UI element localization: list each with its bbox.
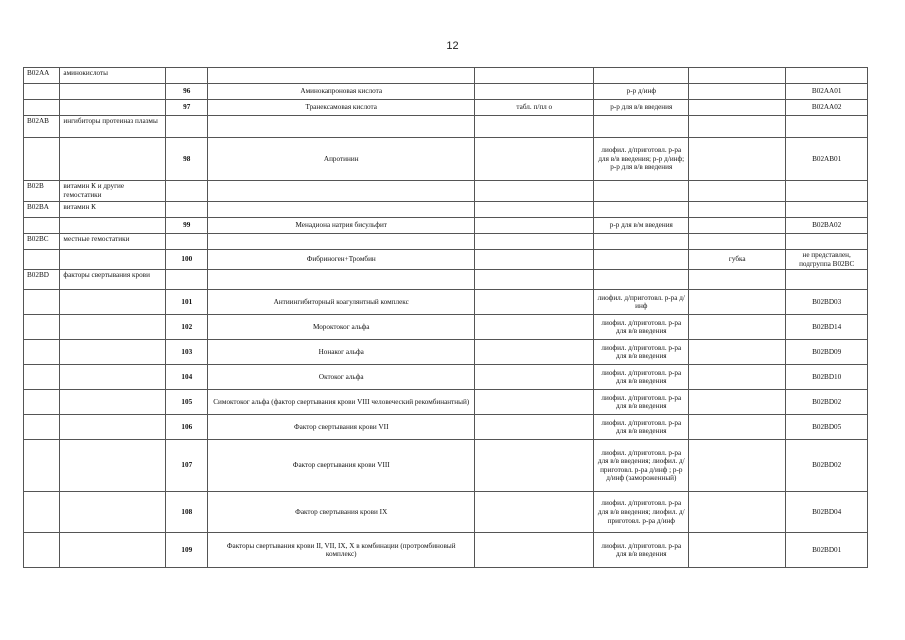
package-form-cell [475,270,594,290]
other-form-cell [689,100,786,116]
drug-name-cell [208,68,475,84]
table-row [24,440,868,492]
package-form-cell [475,138,594,181]
table-row [24,116,868,138]
dosage-form-cell [594,202,689,218]
package-form-cell [475,181,594,202]
dosage-form-cell: р-р д/инф [594,84,689,100]
group-name-cell [60,365,166,390]
group-name-cell: витамин К [60,202,166,218]
group-name-cell: аминокислоты [60,68,166,84]
atc-group-code-cell [24,100,60,116]
dosage-form-cell: лиофил. д/приготовл. р-ра для в/в введения [594,340,689,365]
row-number-cell: 99 [166,218,208,234]
other-form-cell [689,138,786,181]
drug-name-cell: Транексамовая кислота [208,100,475,116]
atc-group-code-cell: B02B [24,181,60,202]
table-body [24,68,868,568]
atc-group-code-cell [24,415,60,440]
group-name-cell [60,390,166,415]
row-number-cell: 109 [166,533,208,568]
drug-name-cell: Фактор свертывания крови VIII [208,440,475,492]
group-name-cell [60,492,166,533]
package-form-cell: табл. п/пл о [475,100,594,116]
other-form-cell [689,68,786,84]
other-form-cell [689,181,786,202]
other-form-cell [689,270,786,290]
package-form-cell [475,440,594,492]
group-name-cell [60,100,166,116]
table-row [24,415,868,440]
row-number-cell: 106 [166,415,208,440]
atc-code-cell [786,68,868,84]
drug-name-cell: Фибриноген+Тромбин [208,250,475,270]
other-form-cell [689,218,786,234]
row-number-cell: 98 [166,138,208,181]
atc-group-code-cell: B02AA [24,68,60,84]
other-form-cell [689,84,786,100]
dosage-form-cell: лиофил. д/приготовл. р-ра для в/в введения; лиофил. д/приготовл. р-ра д/инф [594,492,689,533]
atc-code-cell: B02BD04 [786,492,868,533]
atc-group-code-cell: B02BC [24,234,60,250]
atc-group-code-cell [24,84,60,100]
drug-table [23,67,868,568]
atc-code-cell: B02BD05 [786,415,868,440]
atc-group-code-cell [24,218,60,234]
atc-code-cell: B02AA02 [786,100,868,116]
table-row [24,218,868,234]
drug-name-cell: Октоког альфа [208,365,475,390]
row-number-cell [166,270,208,290]
dosage-form-cell: лиофил. д/приготовл. р-ра для в/в введения; лиофил. д/приготовл. р-ра д/инф ; р-р д/инф (замороженный) [594,440,689,492]
row-number-cell [166,234,208,250]
group-name-cell: витамин К и другие гемостатики [60,181,166,202]
package-form-cell [475,84,594,100]
other-form-cell [689,492,786,533]
dosage-form-cell [594,234,689,250]
group-name-cell: ингибиторы протеиназ плазмы [60,116,166,138]
dosage-form-cell: лиофил. д/приготовл. р-ра для в/в введения [594,533,689,568]
table-row [24,250,868,270]
package-form-cell [475,250,594,270]
drug-name-cell: Менадиона натрия бисульфит [208,218,475,234]
group-name-cell [60,218,166,234]
row-number-cell [166,202,208,218]
table-row [24,234,868,250]
atc-code-cell [786,116,868,138]
table-row [24,84,868,100]
atc-code-cell [786,270,868,290]
page-number: 12 [446,40,459,52]
atc-group-code-cell [24,290,60,315]
group-name-cell [60,533,166,568]
dosage-form-cell [594,68,689,84]
atc-code-cell: B02BD03 [786,290,868,315]
package-form-cell [475,68,594,84]
package-form-cell [475,202,594,218]
atc-code-cell [786,202,868,218]
dosage-form-cell: лиофил. д/приготовл. р-ра для в/в введения [594,390,689,415]
atc-code-cell: B02BD10 [786,365,868,390]
group-name-cell [60,290,166,315]
drug-name-cell: Нонаког альфа [208,340,475,365]
table-row [24,270,868,290]
atc-code-cell: не представлен, подгруппа B02BC [786,250,868,270]
row-number-cell: 101 [166,290,208,315]
package-form-cell [475,533,594,568]
dosage-form-cell [594,270,689,290]
table-row [24,390,868,415]
dosage-form-cell: лиофил. д/приготовл. р-ра для в/в введения; р-р д/инф; р-р для в/в введения [594,138,689,181]
table-row [24,202,868,218]
group-name-cell [60,138,166,181]
row-number-cell [166,116,208,138]
atc-code-cell: B02BD02 [786,390,868,415]
drug-name-cell: Факторы свертывания крови II, VII, IX, X в комбинации (протромбиновый комплекс) [208,533,475,568]
drug-name-cell: Фактор свертывания крови IX [208,492,475,533]
atc-code-cell: B02BD14 [786,315,868,340]
atc-group-code-cell [24,533,60,568]
package-form-cell [475,218,594,234]
row-number-cell: 102 [166,315,208,340]
package-form-cell [475,492,594,533]
group-name-cell [60,340,166,365]
other-form-cell [689,116,786,138]
atc-group-code-cell [24,340,60,365]
other-form-cell [689,234,786,250]
group-name-cell [60,415,166,440]
drug-name-cell: Фактор свертывания крови VII [208,415,475,440]
dosage-form-cell: р-р для в/м введения [594,218,689,234]
atc-code-cell: B02AA01 [786,84,868,100]
other-form-cell [689,365,786,390]
drug-name-cell [208,202,475,218]
drug-name-cell: Симоктоког альфа (фактор свертывания крови VIII человеческий рекомбинантный) [208,390,475,415]
drug-name-cell: Антиингибиторный коагулянтный комплекс [208,290,475,315]
drug-name-cell: Апротинин [208,138,475,181]
other-form-cell [689,315,786,340]
atc-group-code-cell [24,138,60,181]
row-number-cell: 105 [166,390,208,415]
group-name-cell [60,250,166,270]
other-form-cell [689,290,786,315]
table-row [24,100,868,116]
table-row [24,290,868,315]
atc-code-cell: B02AB01 [786,138,868,181]
package-form-cell [475,116,594,138]
table-row [24,68,868,84]
dosage-form-cell: лиофил. д/приготовл. р-ра для в/в введения [594,315,689,340]
package-form-cell [475,290,594,315]
dosage-form-cell [594,181,689,202]
dosage-form-cell [594,250,689,270]
atc-code-cell [786,181,868,202]
other-form-cell [689,415,786,440]
atc-group-code-cell: B02BA [24,202,60,218]
package-form-cell [475,365,594,390]
table-row [24,181,868,202]
atc-group-code-cell [24,315,60,340]
dosage-form-cell: лиофил. д/приготовл. р-ра для в/в введения [594,365,689,390]
other-form-cell [689,440,786,492]
row-number-cell: 97 [166,100,208,116]
dosage-form-cell: р-р для в/в введения [594,100,689,116]
atc-group-code-cell [24,440,60,492]
drug-name-cell [208,234,475,250]
package-form-cell [475,234,594,250]
atc-code-cell: B02BD09 [786,340,868,365]
package-form-cell [475,415,594,440]
atc-code-cell [786,234,868,250]
other-form-cell [689,533,786,568]
dosage-form-cell: лиофил. д/приготовл. р-ра д/инф [594,290,689,315]
dosage-form-cell [594,116,689,138]
row-number-cell: 103 [166,340,208,365]
group-name-cell [60,84,166,100]
table-row [24,315,868,340]
drug-name-cell: Аминокапроновая кислота [208,84,475,100]
atc-group-code-cell [24,390,60,415]
row-number-cell: 108 [166,492,208,533]
package-form-cell [475,315,594,340]
row-number-cell: 100 [166,250,208,270]
group-name-cell [60,440,166,492]
drug-name-cell [208,181,475,202]
row-number-cell [166,181,208,202]
dosage-form-cell: лиофил. д/приготовл. р-ра для в/в введения [594,415,689,440]
drug-name-cell [208,270,475,290]
table-row [24,492,868,533]
atc-group-code-cell [24,492,60,533]
row-number-cell: 104 [166,365,208,390]
row-number-cell: 107 [166,440,208,492]
drug-name-cell: Мороктоког альфа [208,315,475,340]
package-form-cell [475,340,594,365]
row-number-cell [166,68,208,84]
package-form-cell [475,390,594,415]
atc-group-code-cell: B02AB [24,116,60,138]
group-name-cell [60,315,166,340]
atc-code-cell: B02BD02 [786,440,868,492]
table-row [24,340,868,365]
atc-group-code-cell: B02BD [24,270,60,290]
other-form-cell [689,390,786,415]
table-row [24,533,868,568]
drug-name-cell [208,116,475,138]
atc-code-cell: B02BD01 [786,533,868,568]
group-name-cell: местные гемостатики [60,234,166,250]
other-form-cell: губка [689,250,786,270]
other-form-cell [689,340,786,365]
atc-group-code-cell [24,250,60,270]
table-row [24,365,868,390]
atc-group-code-cell [24,365,60,390]
atc-code-cell: B02BA02 [786,218,868,234]
table-row [24,138,868,181]
other-form-cell [689,202,786,218]
row-number-cell: 96 [166,84,208,100]
group-name-cell: факторы свертывания крови [60,270,166,290]
